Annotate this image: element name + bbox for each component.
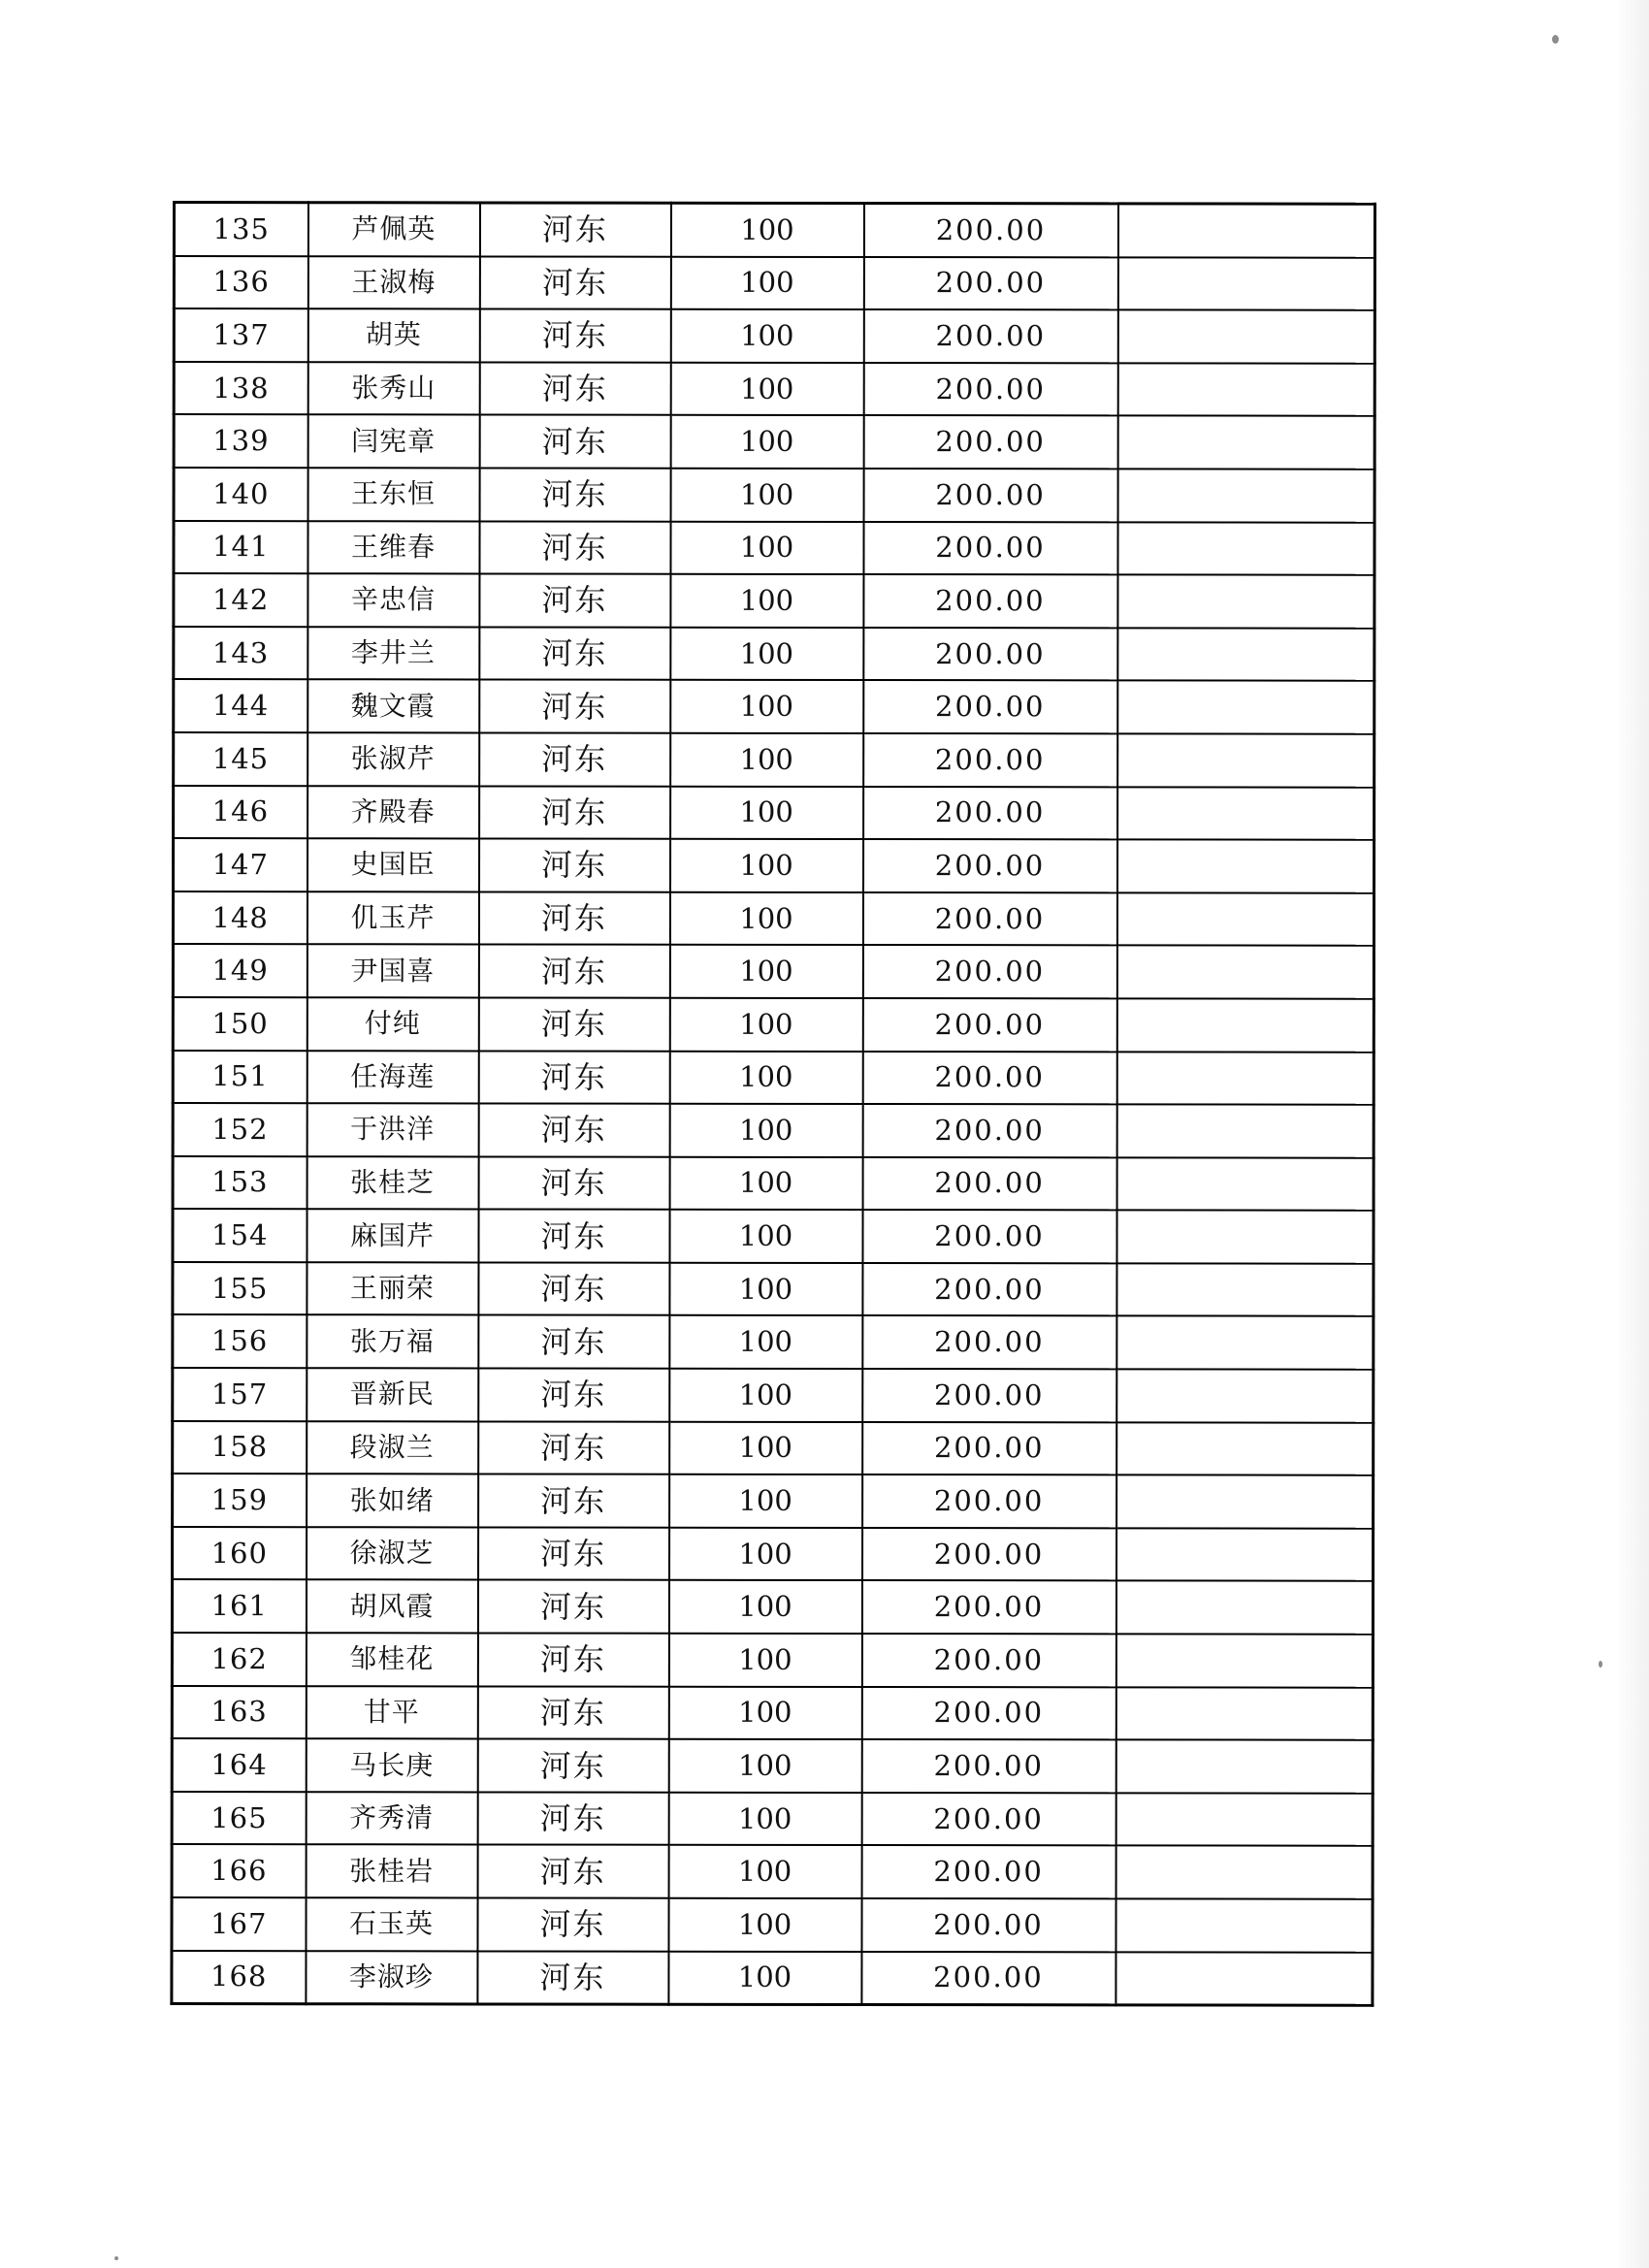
amount-cell: 200.00 [863,733,1117,787]
count-cell: 100 [669,1263,862,1316]
count-cell: 100 [670,469,863,522]
note-cell [1117,522,1374,575]
note-cell [1116,1052,1374,1105]
village-cell: 河东 [478,1474,669,1528]
name-cell: 于洪洋 [307,1103,478,1156]
village-cell: 河东 [477,1739,668,1793]
amount-cell: 200.00 [862,1210,1116,1263]
table-row [172,1579,1373,1634]
table-row [173,1421,1374,1475]
village-cell: 河东 [479,786,670,839]
count-cell: 100 [668,1634,861,1687]
table-row [173,1103,1374,1157]
seq-cell: 135 [174,203,307,256]
count-cell: 100 [670,627,863,680]
name-cell: 晋新民 [307,1368,478,1421]
note-cell [1117,363,1374,416]
count-cell: 100 [668,1898,861,1952]
village-cell: 河东 [479,732,670,786]
village-cell: 河东 [477,1580,668,1634]
village-cell: 河东 [479,680,670,733]
village-cell: 河东 [478,997,669,1051]
amount-cell: 200.00 [862,1369,1116,1422]
table-row [173,1262,1374,1316]
note-cell [1116,998,1374,1052]
village-cell: 河东 [479,627,670,680]
village-cell: 河东 [478,1369,669,1422]
note-cell [1116,1157,1374,1211]
table-row [174,468,1374,522]
amount-cell: 200.00 [863,839,1117,892]
table-row [172,1738,1373,1793]
table-row [172,1897,1373,1952]
amount-cell: 200.00 [861,1952,1116,2005]
name-cell: 段淑兰 [307,1421,478,1474]
seq-cell: 160 [173,1527,307,1580]
note-cell [1117,310,1374,364]
seq-cell: 142 [174,573,307,627]
table-row [173,891,1374,946]
name-cell: 胡风霞 [306,1580,477,1634]
note-cell [1116,1740,1373,1794]
count-cell: 100 [670,309,863,363]
name-cell: 石玉英 [306,1897,477,1951]
table-row [174,362,1374,416]
table-body [172,203,1375,2006]
amount-cell: 200.00 [863,309,1117,363]
count-cell: 100 [669,1528,862,1581]
amount-cell: 200.00 [863,203,1117,256]
table-row [173,1051,1374,1105]
count-cell: 100 [670,839,863,892]
table-row [173,1527,1374,1581]
table-row [174,732,1374,787]
table-row [172,1633,1373,1687]
count-cell: 100 [669,1156,862,1210]
seq-cell: 139 [174,414,307,468]
name-cell: 徐淑芝 [307,1527,478,1580]
name-cell: 甘平 [306,1686,477,1739]
amount-cell: 200.00 [862,1051,1116,1104]
amount-cell: 200.00 [863,469,1117,522]
seq-cell: 159 [173,1474,307,1527]
count-cell: 100 [668,1739,861,1793]
count-cell: 100 [669,998,862,1052]
amount-cell: 200.00 [862,1104,1116,1157]
name-cell: 张桂岩 [306,1845,477,1898]
name-cell: 王丽荣 [307,1262,478,1315]
seq-cell: 140 [174,468,307,521]
name-cell: 尹国喜 [307,945,478,998]
note-cell [1116,1211,1374,1264]
count-cell: 100 [669,1051,862,1104]
table-row [173,944,1374,998]
name-cell: 王东恒 [307,468,479,521]
amount-cell: 200.00 [863,257,1117,310]
count-cell: 100 [669,1474,862,1528]
seq-cell: 150 [173,997,307,1051]
amount-cell: 200.00 [863,574,1117,628]
count-cell: 100 [669,1369,862,1422]
village-cell: 河东 [479,256,670,309]
amount-cell: 200.00 [863,522,1117,575]
village-cell: 河东 [477,1633,668,1686]
village-cell: 河东 [479,521,670,574]
name-cell: 芦佩英 [307,203,479,256]
seq-cell: 151 [173,1051,307,1104]
name-cell: 任海莲 [307,1051,478,1104]
note-cell [1117,257,1374,310]
seq-cell: 153 [173,1156,307,1210]
table-row [173,1314,1374,1369]
seq-cell: 147 [174,838,307,891]
table-row [172,1792,1373,1846]
village-cell: 河东 [479,203,670,256]
count-cell: 100 [670,203,863,256]
amount-cell: 200.00 [861,1580,1116,1634]
village-cell: 河东 [479,362,670,415]
note-cell [1116,1846,1373,1899]
seq-cell: 162 [172,1633,306,1686]
name-cell: 张如绪 [307,1474,478,1527]
seq-cell: 138 [174,362,307,415]
amount-cell: 200.00 [862,1474,1116,1528]
village-cell: 河东 [479,574,670,628]
scan-speck [1552,35,1559,44]
note-cell [1117,787,1374,840]
table-row [174,521,1374,575]
name-cell: 邹桂花 [306,1633,477,1686]
village-cell: 河东 [478,891,669,945]
note-cell [1116,1528,1374,1581]
name-cell: 付纯 [307,997,478,1051]
village-cell: 河东 [478,1262,669,1315]
note-cell [1117,204,1374,257]
village-cell: 河东 [478,1051,669,1104]
subsidy-record-table [170,201,1376,2007]
count-cell: 100 [668,1845,861,1898]
note-cell [1116,1263,1374,1316]
count-cell: 100 [668,1793,861,1846]
note-cell [1116,1581,1373,1635]
note-cell [1117,575,1374,629]
count-cell: 100 [668,1580,861,1634]
seq-cell: 146 [174,786,307,839]
note-cell [1116,1104,1374,1157]
name-cell: 闫宪章 [307,415,479,469]
table-row [174,838,1374,892]
note-cell [1116,1687,1373,1740]
note-cell [1116,1422,1374,1475]
seq-cell: 161 [172,1579,306,1633]
note-cell [1117,839,1374,892]
amount-cell: 200.00 [862,1157,1116,1211]
village-cell: 河东 [478,1104,669,1157]
count-cell: 100 [670,786,863,839]
table-row [172,1686,1373,1740]
note-cell [1116,1793,1373,1846]
amount-cell: 200.00 [863,415,1117,469]
name-cell: 王维春 [307,521,479,574]
village-cell: 河东 [478,1210,669,1263]
amount-cell: 200.00 [862,1528,1116,1581]
amount-cell: 200.00 [862,1422,1116,1475]
note-cell [1117,416,1374,470]
seq-cell: 163 [172,1686,306,1739]
name-cell: 魏文霞 [307,680,479,733]
name-cell: 史国臣 [307,838,479,891]
seq-cell: 137 [174,308,307,362]
amount-cell: 200.00 [863,363,1117,416]
note-cell [1117,628,1374,681]
village-cell: 河东 [479,309,670,363]
village-cell: 河东 [477,1845,668,1898]
table-row [173,997,1374,1052]
amount-cell: 200.00 [861,1845,1116,1898]
seq-cell: 166 [172,1844,306,1897]
table-row [172,1844,1373,1898]
seq-cell: 165 [172,1792,306,1845]
table-row [172,1951,1373,2006]
village-cell: 河东 [477,1686,668,1739]
seq-cell: 144 [174,679,307,732]
name-cell: 张秀山 [307,362,479,415]
amount-cell: 200.00 [863,628,1117,681]
seq-cell: 149 [173,944,307,997]
seq-cell: 168 [172,1951,306,2004]
name-cell: 马长庚 [306,1738,477,1792]
note-cell [1116,1634,1373,1687]
note-cell [1116,892,1374,946]
count-cell: 100 [668,1951,861,2004]
amount-cell: 200.00 [862,1263,1116,1316]
table-row [174,627,1374,681]
count-cell: 100 [670,521,863,574]
name-cell: 张桂芝 [307,1156,478,1210]
scan-edge-shadow [1616,0,1649,2268]
name-cell: 王淑梅 [307,256,479,309]
amount-cell: 200.00 [862,998,1116,1052]
table-row [174,414,1374,469]
seq-cell: 164 [172,1738,306,1792]
table-row [173,1474,1374,1528]
amount-cell: 200.00 [861,1898,1116,1952]
amount-cell: 200.00 [861,1739,1116,1793]
note-cell [1116,946,1374,999]
count-cell: 100 [670,574,863,628]
count-cell: 100 [668,1686,861,1739]
seq-cell: 152 [173,1103,307,1156]
table-row [173,1209,1374,1263]
note-cell [1117,681,1374,734]
village-cell: 河东 [479,415,670,469]
seq-cell: 154 [173,1209,307,1262]
count-cell: 100 [670,362,863,415]
seq-cell: 167 [172,1897,306,1951]
village-cell: 河东 [479,839,670,892]
table-row [174,308,1374,363]
table-row [174,679,1374,733]
name-cell: 李井兰 [307,627,479,680]
count-cell: 100 [669,1104,862,1157]
village-cell: 河东 [478,1421,669,1474]
village-cell: 河东 [478,1315,669,1369]
count-cell: 100 [669,1210,862,1263]
seq-cell: 145 [174,732,307,786]
count-cell: 100 [670,733,863,787]
name-cell: 齐秀清 [306,1792,477,1845]
count-cell: 100 [670,680,863,733]
seq-cell: 157 [173,1368,307,1421]
name-cell: 齐殿春 [307,786,479,839]
village-cell: 河东 [478,945,669,998]
table-row [174,203,1374,258]
name-cell: 麻国芹 [307,1209,478,1262]
amount-cell: 200.00 [863,787,1117,840]
name-cell: 张万福 [307,1315,478,1369]
table-row [174,786,1374,840]
note-cell [1117,733,1374,787]
table-row [173,1368,1374,1422]
count-cell: 100 [670,256,863,309]
village-cell: 河东 [477,1792,668,1845]
amount-cell: 200.00 [862,892,1116,946]
seq-cell: 141 [174,521,307,574]
name-cell: 仉玉芹 [307,891,478,945]
name-cell: 辛忠信 [307,573,479,627]
count-cell: 100 [670,415,863,469]
name-cell: 胡英 [307,308,479,362]
note-cell [1116,1475,1374,1529]
count-cell: 100 [669,891,862,945]
seq-cell: 155 [173,1262,307,1315]
name-cell: 张淑芹 [307,732,479,786]
amount-cell: 200.00 [862,945,1116,998]
village-cell: 河东 [477,1951,668,2004]
amount-cell: 200.00 [861,1793,1116,1846]
village-cell: 河东 [479,468,670,521]
table-row [173,1156,1374,1211]
village-cell: 河东 [478,1527,669,1580]
scan-speck [114,2256,118,2260]
note-cell [1116,1369,1374,1422]
village-cell: 河东 [478,1156,669,1210]
seq-cell: 156 [173,1314,307,1368]
count-cell: 100 [669,1421,862,1474]
seq-cell: 136 [174,256,307,309]
table-row [174,573,1374,628]
count-cell: 100 [669,1315,862,1369]
seq-cell: 158 [173,1421,307,1474]
note-cell [1116,1898,1373,1952]
amount-cell: 200.00 [861,1634,1116,1687]
note-cell [1116,1316,1374,1370]
name-cell: 李淑珍 [306,1951,477,2004]
note-cell [1116,1952,1373,2005]
village-cell: 河东 [477,1897,668,1951]
scan-speck [1599,1661,1602,1668]
amount-cell: 200.00 [862,1315,1116,1369]
note-cell [1117,469,1374,522]
seq-cell: 148 [173,891,307,945]
seq-cell: 143 [174,627,307,680]
amount-cell: 200.00 [861,1687,1116,1740]
amount-cell: 200.00 [863,680,1117,733]
count-cell: 100 [669,945,862,998]
table-row [174,256,1374,310]
